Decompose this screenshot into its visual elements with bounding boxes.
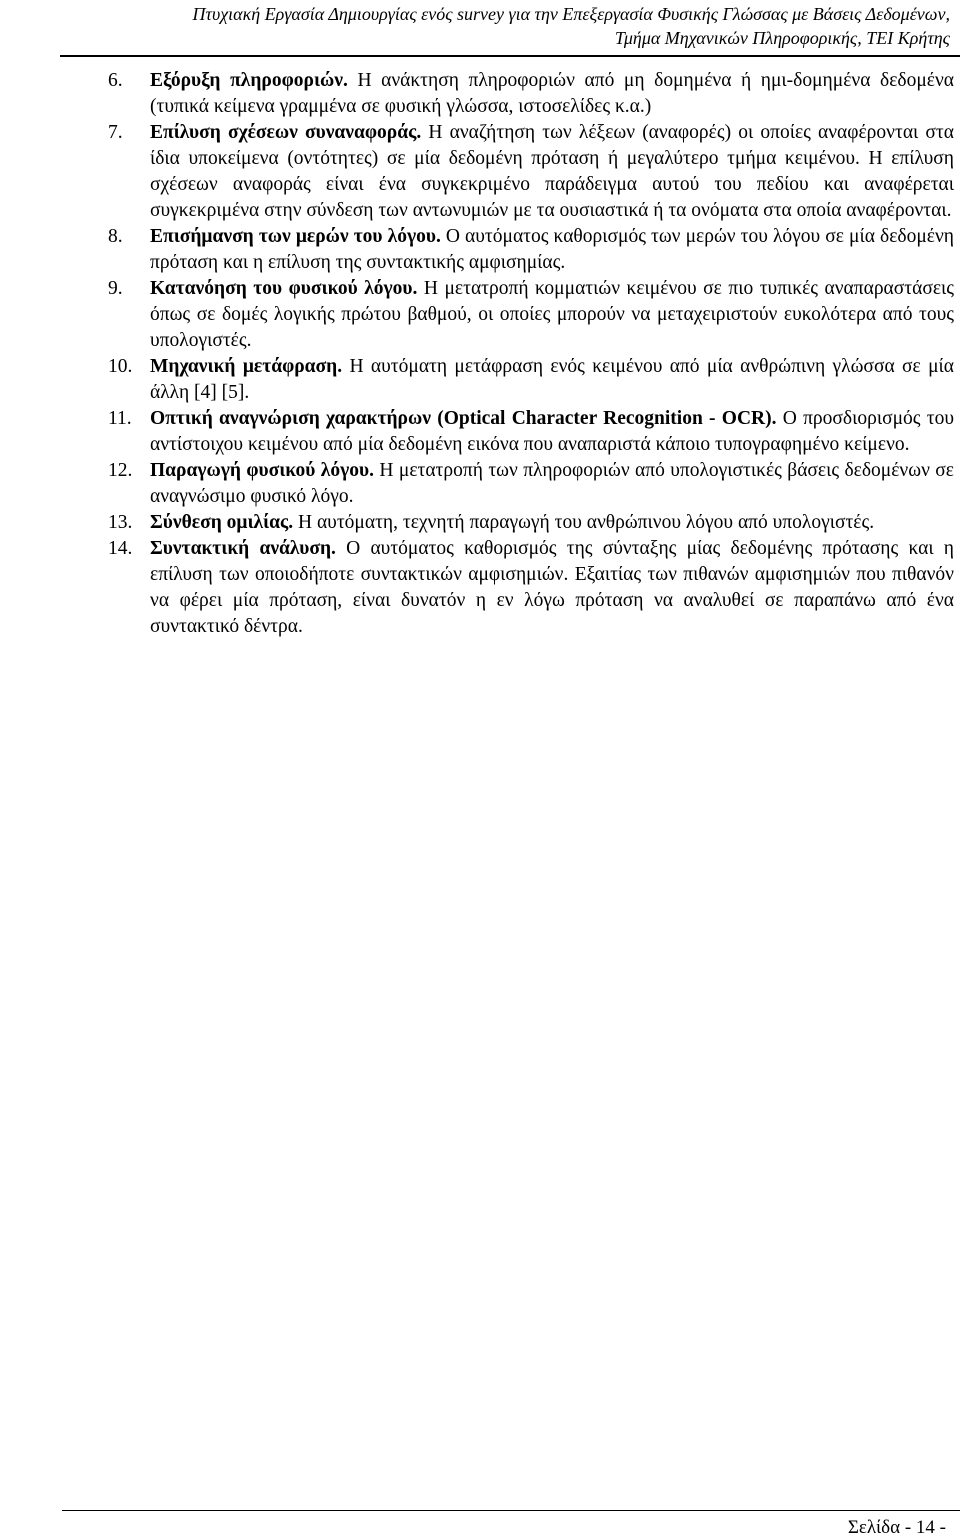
item-number: 13.	[108, 512, 133, 533]
item-text: Η αυτόματη, τεχνητή παραγωγή του ανθρώπινου λόγου από υπολογιστές.	[293, 512, 875, 533]
header-divider	[60, 55, 960, 57]
item-text: Ο αυτόματος καθορισμός της σύνταξης μίας δεδομένης πρότασης και η επίλυση των οποιοδήποτε συντακτικών αμφισημιών. Εξαιτίας των πιθανών αμφισημιών που πιθανόν να φέρει μία πρόταση, είναι δυνατόν η εν λόγω πρόταση να αναλυθεί σε παραπάνω από ένα συντακτικό δέντρα.	[150, 538, 954, 637]
list-item	[108, 510, 954, 536]
list-item	[108, 458, 954, 510]
item-text: Ο προσδιορισμός του αντίστοιχου κειμένου από μία δεδομένη εικόνα που αναπαριστά κάποιο τυπογραφημένο κείμενο.	[150, 408, 954, 455]
list-item	[108, 120, 954, 224]
item-number: 8.	[108, 226, 123, 247]
list-item	[108, 224, 954, 276]
list-item	[108, 406, 954, 458]
list-item	[108, 276, 954, 354]
page-header	[50, 2, 950, 50]
list-item	[108, 536, 954, 640]
item-number: 11.	[108, 408, 132, 429]
item-number: 7.	[108, 122, 123, 143]
item-text: Η αυτόματη μετάφραση ενός κειμένου από μία ανθρώπινη γλώσσα σε μία άλλη [4] [5].	[150, 356, 955, 403]
list-item	[108, 354, 954, 406]
item-title: Επίλυση σχέσεων συναναφοράς.	[150, 122, 422, 143]
item-text: Η αναζήτηση των λέξεων (αναφορές) οι οποίες αναφέρονται στα ίδια υποκείμενα (οντότητες) σε μία δεδομένη πρόταση ή μεγαλύτερο τμήμα κειμένου. Η επίλυση σχέσεων αναφοράς είναι ένα συγκεκριμένο παράδειγμα αυτού του πεδίου και αναφέρεται συγκεκριμένα στην σύνδεση των αντωνυμιών με τα ουσιαστικά ή τα ονόματα στα οποία αναφέρονται.	[150, 122, 954, 221]
page-number: Σελίδα - 14 -	[847, 1517, 946, 1538]
item-title: Επισήμανση των μερών του λόγου.	[150, 226, 441, 247]
item-number: 9.	[108, 278, 123, 299]
nlp-tasks-list	[108, 68, 954, 640]
list-item	[108, 68, 954, 120]
item-title: Σύνθεση ομιλίας.	[150, 512, 294, 533]
item-number: 10.	[108, 356, 133, 377]
item-title: Εξόρυξη πληροφοριών.	[150, 70, 348, 91]
item-text: Η μετατροπή των πληροφοριών από υπολογιστικές βάσεις δεδομένων σε αναγνώσιμο φυσικό λόγο.	[150, 460, 954, 507]
item-text: Η ανάκτηση πληροφοριών από μη δομημένα ή ημι-δομημένα δεδομένα (τυπικά κείμενα γραμμένα σε φυσική γλώσσα, ιστοσελίδες κ.α.)	[150, 70, 954, 117]
item-title: Παραγωγή φυσικού λόγου.	[150, 460, 374, 481]
item-title: Μηχανική μετάφραση.	[150, 356, 343, 377]
header-department-line: Τμήμα Μηχανικών Πληροφορικής, ΤΕΙ Κρήτης	[614, 28, 950, 48]
item-text: Η μετατροπή κομματιών κειμένου σε πιο τυπικές αναπαραστάσεις όπως σε δομές λογικής πρώτου βαθμού, οι οποίες μπορούν να μεταχειριστούν ευκολότερα από τους υπολογιστές.	[150, 278, 955, 351]
item-title: Συντακτική ανάλυση.	[150, 538, 336, 559]
item-number: 14.	[108, 538, 133, 559]
footer-divider	[62, 1510, 960, 1511]
header-title-line: Πτυχιακή Εργασία Δημιουργίας ενός survey για την Επεξεργασία Φυσικής Γλώσσας με Βάσεις Δεδομένων,	[192, 4, 950, 24]
item-title: Οπτική αναγνώριση χαρακτήρων (Optical Character Recognition - OCR).	[150, 408, 777, 429]
item-number: 12.	[108, 460, 133, 481]
item-number: 6.	[108, 70, 123, 91]
item-title: Κατανόηση του φυσικού λόγου.	[150, 278, 418, 299]
item-text: Ο αυτόματος καθορισμός των μερών του λόγου σε μία δεδομένη πρόταση και η επίλυση της συντακτικής αμφισημίας.	[150, 226, 954, 273]
